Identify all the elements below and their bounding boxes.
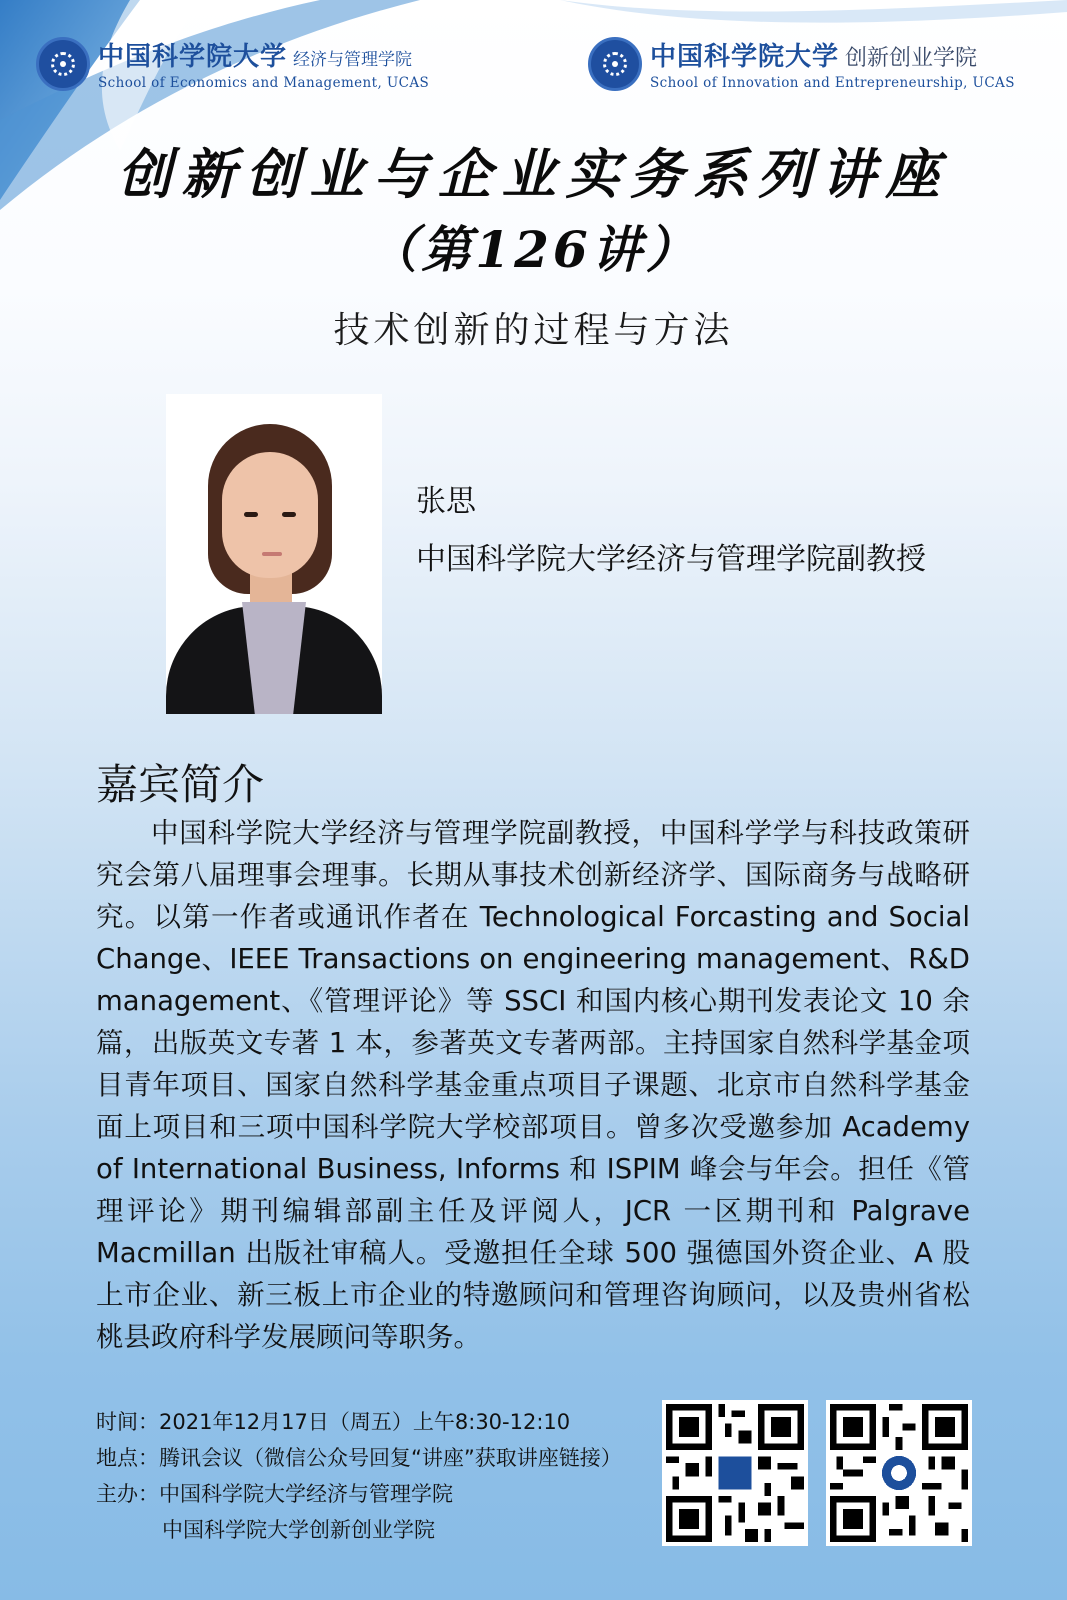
event-host: 主办：中国科学院大学经济与管理学院 <box>96 1482 453 1506</box>
lecture-episode: （第126讲） <box>367 220 700 279</box>
qr-code-icon <box>666 1404 804 1542</box>
speaker-position: 中国科学院大学经济与管理学院副教授 <box>416 542 926 577</box>
qr-code-icon <box>830 1404 968 1542</box>
logo-left-cn-sub: 经济与管理学院 <box>293 50 413 70</box>
event-time: 时间：2021年12月17日（周五）上午8:30-12:10 <box>96 1410 571 1434</box>
logo-right-cn-sub: 创新创业学院 <box>845 46 978 71</box>
sem-ucas-logo <box>36 36 429 91</box>
lecture-series-title: 创新创业与企业实务系列讲座 <box>117 142 950 206</box>
logo-left-cn: 中国科学院大学 <box>98 42 288 72</box>
logo-right-cn: 中国科学院大学 <box>650 42 840 72</box>
qr-code-wechat-sie[interactable] <box>826 1400 972 1546</box>
logo-right-en: School of Innovation and Entrepreneurship, UCAS <box>650 75 1015 91</box>
speaker-photo <box>166 394 382 714</box>
event-host-2: 中国科学院大学创新创业学院 <box>162 1518 435 1542</box>
speaker-name: 张思 <box>416 484 476 519</box>
ucas-seal-icon <box>36 37 90 91</box>
qr-code-wechat-sem[interactable] <box>662 1400 808 1546</box>
sie-ucas-logo <box>588 36 1015 91</box>
lecture-topic: 技术创新的过程与方法 <box>333 310 734 351</box>
bio-heading: 嘉宾简介 <box>96 760 265 809</box>
event-place: 地点：腾讯会议（微信公众号回复“讲座”获取讲座链接） <box>96 1446 622 1470</box>
event-info <box>96 1404 622 1548</box>
bio-text: 中国科学院大学经济与管理学院副教授，中国科学学与科技政策研究会第八届理事会理事。长期从事技术创新经济学、国际商务与战略研究。以第一作者或通讯作者在 Technological Forcasting and Social Change、IEEE Transactions on engineering management、R&D management、《管理评论》等 SSCI 和国内核心期刊发表论文 10 余篇，出版英文专著 1 本，参著英文专著两部。主持国家自然科学基金项目青年项目、国家自然科学基金重点项目子课题、北京市自然科学基金面上项目和三项中国科学院大学校部项目。曾多次受邀参加 Academy of International Business, Informs 和 ISPIM 峰会与年会。担任《管理评论》期刊编辑部副主任及评阅人，JCR 一区期刊和 Palgrave Macmillan 出版社审稿人。受邀担任全球 500 强德国外资企业、A 股上市企业、新三板上市企业的特邀顾问和管理咨询顾问，以及贵州省松桃县政府科学发展顾问等职务。 <box>96 817 970 1353</box>
logo-left-en: School of Economics and Management, UCAS <box>98 75 430 91</box>
ucas-seal-icon <box>588 37 642 91</box>
